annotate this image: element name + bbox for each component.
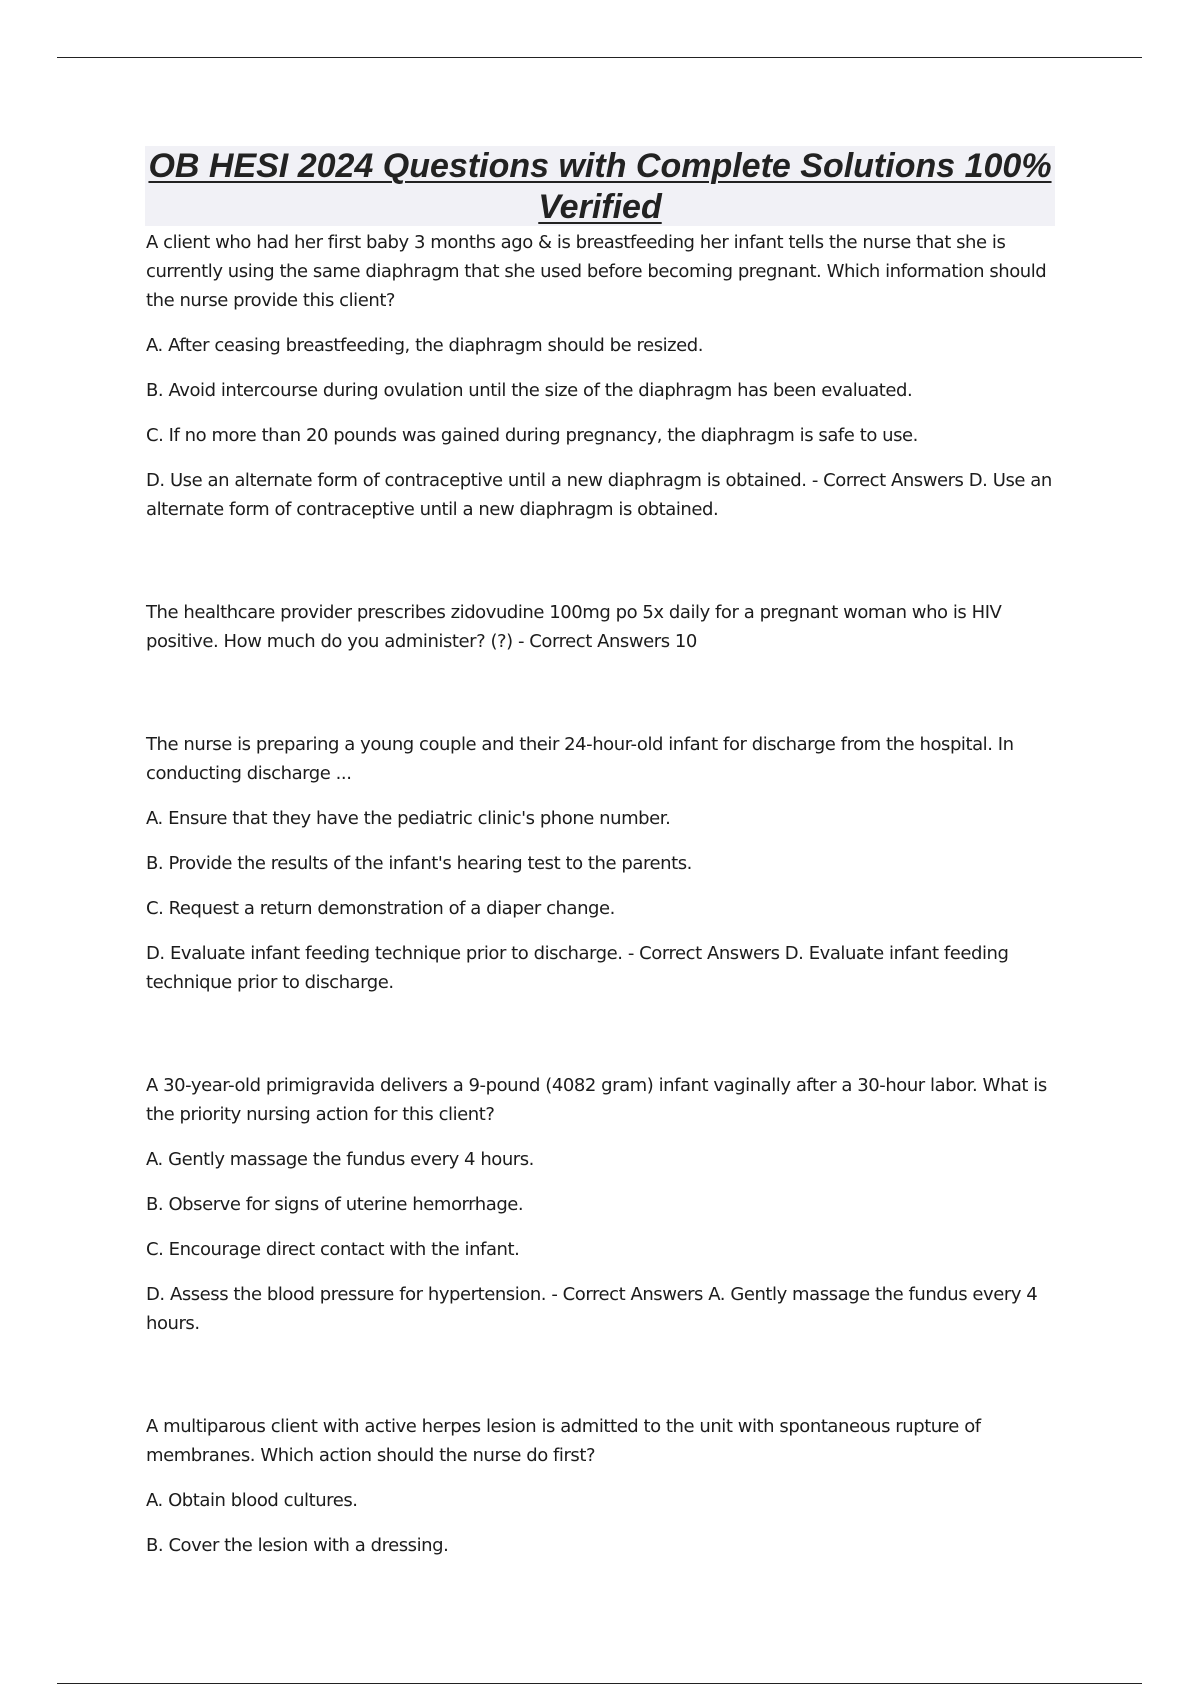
answer-option: A. Ensure that they have the pediatric clinic's phone number.	[146, 808, 671, 829]
question-stem: A client who had her first baby 3 months ago & is breastfeeding her infant tells the nurse that she is currently using the same diaphragm that she used before becoming pregnant. Which information should the nurse provide this client?	[146, 232, 1047, 311]
answer-option: C. Request a return demonstration of a diaper change.	[146, 898, 615, 919]
question-3	[146, 730, 1061, 997]
question-stem: The healthcare provider prescribes zidovudine 100mg po 5x daily for a pregnant woman who is HIV positive. How much do you administer? (?) - Correct Answers 10	[146, 602, 1002, 652]
document-title: OB HESI 2024 Questions with Complete Solutions 100% Verified	[148, 147, 1052, 226]
question-stem: A 30-year-old primigravida delivers a 9-pound (4082 gram) infant vaginally after a 30-hour labor. What is the priority nursing action for this client?	[146, 1075, 1047, 1125]
answer-option: A. Obtain blood cultures.	[146, 1490, 358, 1511]
document-body	[146, 228, 1061, 1576]
answer-option: B. Avoid intercourse during ovulation until the size of the diaphragm has been evaluated.	[146, 380, 913, 401]
answer-option: B. Provide the results of the infant's hearing test to the parents.	[146, 853, 692, 874]
answer-option: D. Use an alternate form of contraceptive until a new diaphragm is obtained. - Correct Answers D. Use an alternate form of contraceptive until a new diaphragm is obtained.	[146, 470, 1052, 520]
question-2	[146, 598, 1061, 656]
footer-rule	[57, 1683, 1142, 1684]
answer-option: D. Evaluate infant feeding technique prior to discharge. - Correct Answers D. Evaluate infant feeding technique prior to discharge.	[146, 943, 1009, 993]
question-1	[146, 228, 1061, 524]
title-box	[145, 146, 1055, 226]
answer-option: D. Assess the blood pressure for hypertension. - Correct Answers A. Gently massage the fundus every 4 hours.	[146, 1284, 1038, 1334]
question-stem: The nurse is preparing a young couple and their 24-hour-old infant for discharge from the hospital. In conducting discharge ...	[146, 734, 1014, 784]
answer-option: C. If no more than 20 pounds was gained during pregnancy, the diaphragm is safe to use.	[146, 425, 918, 446]
question-stem: A multiparous client with active herpes lesion is admitted to the unit with spontaneous rupture of membranes. Which action should the nurse do first?	[146, 1416, 981, 1466]
answer-option: A. Gently massage the fundus every 4 hours.	[146, 1149, 534, 1170]
answer-option: B. Observe for signs of uterine hemorrhage.	[146, 1194, 524, 1215]
answer-option: B. Cover the lesion with a dressing.	[146, 1535, 449, 1556]
header-rule	[57, 57, 1142, 58]
answer-option: A. After ceasing breastfeeding, the diaphragm should be resized.	[146, 335, 704, 356]
question-5	[146, 1412, 1061, 1560]
question-4	[146, 1071, 1061, 1338]
answer-option: C. Encourage direct contact with the infant.	[146, 1239, 520, 1260]
